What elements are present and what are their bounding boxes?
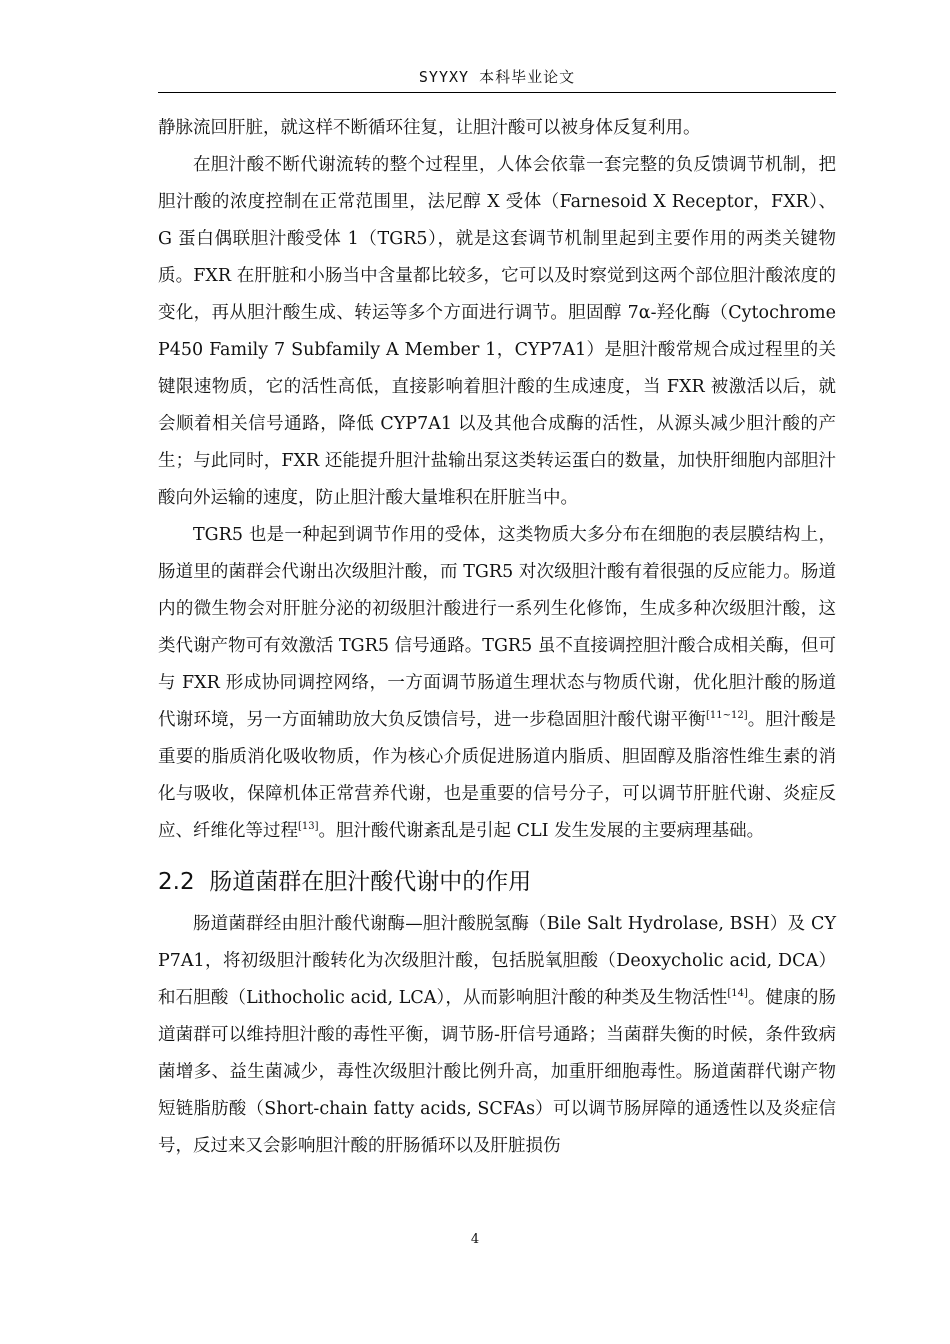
paragraph-fxr: 在胆汁酸不断代谢流转的整个过程里，人体会依靠一套完整的负反馈调节机制，把胆汁酸的浓度控制在正常范围里，法尼醇 X 受体（Farnesoid X Receptor，FXR）、G 蛋白偶联胆汁酸受体 1（TGR5），就是这套调节机制里起到主要作用的两类关键物质。FXR 在肝脏和小肠当中含量都比较多，它可以及时察觉到这两个部位胆汁酸浓度的变化，再从胆汁酸生成、转运等多个方面进行调节。胆固醇 7α-羟化酶（Cytochrome P450 Family 7 Subfamily A Member 1，CYP7A1）是胆汁酸常规合成过程里的关键限速物质，它的活性高低，直接影响着胆汁酸的生成速度，当 FXR 被激活以后，就会顺着相关信号通路，降低 CYP7A1 以及其他合成酶的活性，从源头减少胆汁酸的产生；与此同时，FXR 还能提升胆汁盐输出泵这类转运蛋白的数量，加快肝细胞内部胆汁酸向外运输的速度，防止胆汁酸大量堆积在肝脏当中。	[158, 155, 836, 508]
body-text	[158, 110, 836, 1165]
paragraph-continuation: 静脉流回肝脏，就这样不断循环往复，让胆汁酸可以被身体反复利用。	[158, 118, 701, 138]
section-number: 2.2	[158, 869, 195, 895]
header-rule	[158, 92, 836, 93]
running-header: SYYXY 本科毕业论文	[418, 68, 576, 86]
section-title: 肠道菌群在胆汁酸代谢中的作用	[209, 869, 532, 895]
paragraph-text: 。健康的肠道菌群可以维持胆汁酸的毒性平衡，调节肠-肝信号通路；当菌群失衡的时候，条件致病菌增多、益生菌减少，毒性次级胆汁酸比例升高，加重肝细胞毒性。肠道菌群代谢产物短链脂肪酸（Short-chain fatty acids, SCFAs）可以调节肠屏障的通透性以及炎症信号，反过来又会影响胆汁酸的肝肠循环以及肝脏损伤	[158, 988, 837, 1156]
citation: [14]	[727, 988, 748, 1000]
citation: [11~12]	[705, 710, 748, 722]
section-heading	[158, 862, 836, 902]
paragraph-tgr5	[158, 517, 836, 850]
page-number: 4	[470, 1232, 480, 1247]
paragraph-text: 。胆汁酸代谢紊乱是引起 CLI 发生发展的主要病理基础。	[318, 821, 765, 841]
paragraph-text: 肠道菌群经由胆汁酸代谢酶—胆汁酸脱氢酶（Bile Salt Hydrolase, BSH）及 CYP7A1，将初级胆汁酸转化为次级胆汁酸，包括脱氧胆酸（Deoxycholic acid, DCA）和石胆酸（Lithocholic acid, LCA），从而影响胆汁酸的种类及生物活性	[158, 914, 836, 1008]
paragraph-text: TGR5 也是一种起到调节作用的受体，这类物质大多分布在细胞的表层膜结构上，肠道里的菌群会代谢出次级胆汁酸，而 TGR5 对次级胆汁酸有着很强的反应能力。肠道内的微生物会对肝脏分泌的初级胆汁酸进行一系列生化修饰，生成多种次级胆汁酸，这类代谢产物可有效激活 TGR5 信号通路。TGR5 虽不直接调控胆汁酸合成相关酶，但可与 FXR 形成协同调控网络，一方面调节肠道生理状态与物质代谢，优化胆汁酸的肠道代谢环境，另一方面辅助放大负反馈信号，进一步稳固胆汁酸代谢平衡	[158, 525, 836, 730]
citation: [13]	[298, 821, 319, 833]
paragraph-gut-microbiota	[158, 906, 836, 1165]
paragraph-text: 。胆汁酸是重要的脂质消化吸收物质，作为核心介质促进肠道内脂质、胆固醇及脂溶性维生素的消化与吸收，保障机体正常营养代谢，也是重要的信号分子，可以调节肝脏代谢、炎症反应、纤维化等过程	[158, 710, 837, 841]
